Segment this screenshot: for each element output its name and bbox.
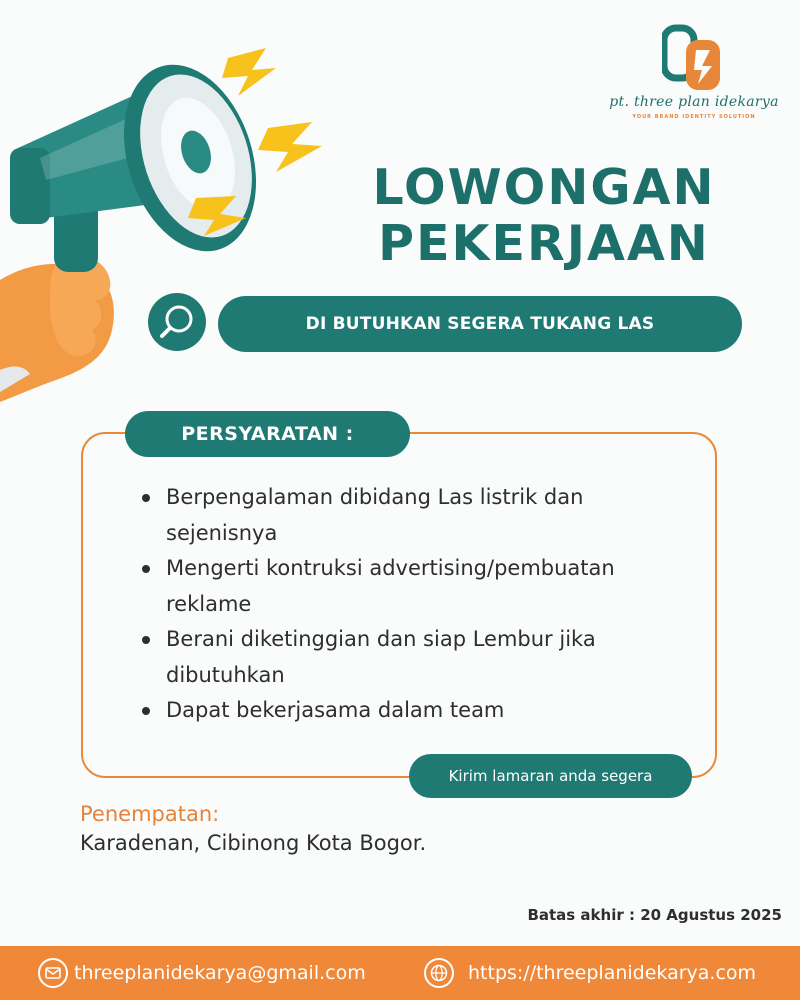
- list-item: Berani diketinggian dan siap Lembur jika dibutuhkan: [140, 622, 660, 693]
- company-name: pt. three plan idekarya: [609, 94, 779, 110]
- company-logo-mark: [662, 24, 724, 94]
- lightning-bolt-icon: [222, 48, 276, 96]
- list-item: Dapat bekerjasama dalam team: [140, 693, 660, 729]
- email-link[interactable]: threeplanidekarya@gmail.com: [74, 962, 366, 984]
- apply-now-badge: Kirim lamaran anda segera: [409, 754, 692, 798]
- requirements-list: [140, 480, 660, 729]
- placement-label: Penempatan:: [80, 802, 220, 826]
- placement-value: Karadenan, Cibinong Kota Bogor.: [80, 831, 427, 855]
- page-title: [318, 160, 770, 272]
- website-link[interactable]: https://threeplanidekarya.com: [468, 962, 757, 984]
- globe-icon: [424, 958, 454, 988]
- search-icon: [148, 293, 206, 351]
- title-line-2: PEKERJAAN: [378, 215, 710, 272]
- search-icon-badge: [148, 293, 206, 351]
- company-tagline: YOUR BRAND IDENTITY SOLUTION: [632, 114, 756, 120]
- list-item: Berpengalaman dibidang Las listrik dan sejenisnya: [140, 480, 660, 551]
- job-position-banner: DI BUTUHKAN SEGERA TUKANG LAS: [218, 296, 742, 352]
- deadline-text: Batas akhir : 20 Agustus 2025: [527, 906, 782, 924]
- lightning-bolt-icon: [258, 122, 322, 172]
- list-item: Mengerti kontruksi advertising/pembuatan reklame: [140, 551, 660, 622]
- megaphone-illustration: [0, 30, 340, 410]
- mail-icon: [38, 958, 68, 988]
- title-line-1: LOWONGAN: [372, 159, 716, 216]
- requirements-title: PERSYARATAN :: [125, 411, 410, 457]
